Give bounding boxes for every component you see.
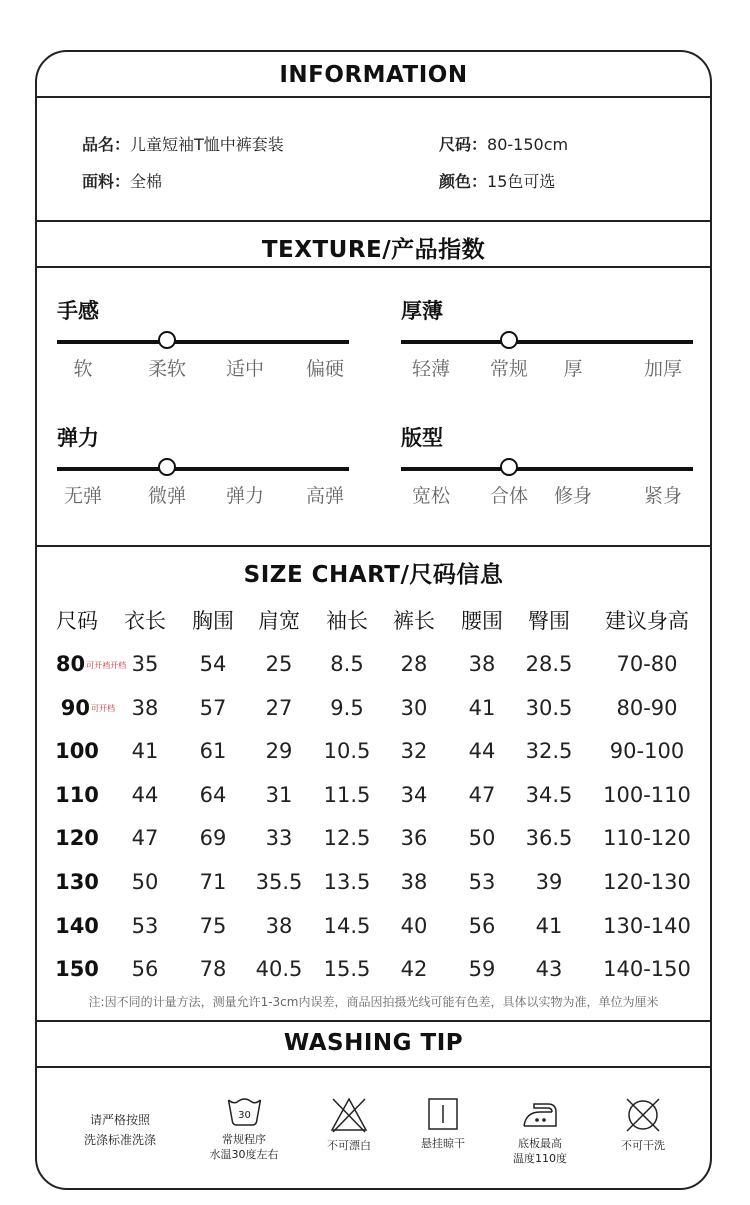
slider-knob <box>158 458 176 476</box>
divider <box>37 96 710 98</box>
divider <box>37 1020 710 1022</box>
cell-value: 32.5 <box>525 739 573 764</box>
wash-item-1-line2: 水温30度左右 <box>209 1148 279 1161</box>
table-cell <box>616 643 677 686</box>
table-cell <box>469 643 496 686</box>
table-cell <box>200 774 227 817</box>
slider-title: 厚薄 <box>401 299 443 323</box>
cell-value: 71 <box>199 870 227 894</box>
wash-temperature: 30 <box>237 1110 251 1121</box>
cell-value: 150 <box>55 957 99 982</box>
table-cell <box>469 730 496 773</box>
cell-value: 10.5 <box>323 739 371 764</box>
table-cell <box>401 687 428 730</box>
spec-card <box>35 50 712 1190</box>
cell-value: 13.5 <box>323 870 371 894</box>
table-cell <box>536 861 563 904</box>
cell-value: 69 <box>199 826 227 851</box>
divider <box>37 1066 710 1068</box>
divider <box>37 545 710 547</box>
cell-value: 70-80 <box>616 652 678 676</box>
table-cell <box>536 905 563 948</box>
size-chart-title: SIZE CHART/尺码信息 <box>243 562 504 588</box>
slider-2 <box>401 295 693 385</box>
cell-value: 120 <box>55 826 99 851</box>
slider-3 <box>57 422 349 512</box>
wash-item-1-line1: 常规程序 <box>222 1133 266 1146</box>
wash-item-5 <box>621 1096 665 1153</box>
table-cell <box>200 817 227 860</box>
table-cell <box>469 817 496 860</box>
slider-track <box>57 467 349 471</box>
product-name-row <box>82 132 284 155</box>
slider-label: 轻薄 <box>411 358 451 380</box>
header-cell: 肩宽 <box>258 609 300 633</box>
slider-label: 修身 <box>553 485 593 507</box>
table-cell <box>526 730 573 773</box>
cell-value: 47 <box>131 826 159 851</box>
table-cell <box>330 643 363 686</box>
no-bleach-icon <box>329 1096 369 1134</box>
cell-value: 57 <box>199 695 227 720</box>
slider-4 <box>401 422 693 512</box>
header-cell: 尺码 <box>56 609 98 633</box>
color-value: 15色可选 <box>487 172 556 191</box>
table-cell <box>324 817 371 860</box>
header-cell: 胸围 <box>192 609 234 633</box>
table-cell <box>132 948 159 991</box>
slider-label: 宽松 <box>411 485 451 507</box>
cell-value: 30.5 <box>525 695 573 720</box>
table-cell <box>526 774 573 817</box>
slider-title: 手感 <box>57 299 99 323</box>
size-cell <box>55 817 99 860</box>
header-cell: 袖长 <box>326 609 368 633</box>
cell-value: 25 <box>265 652 293 676</box>
table-cell <box>401 817 428 860</box>
size-cell <box>55 774 99 817</box>
table-row <box>37 817 710 860</box>
cell-value: 90-100 <box>609 739 685 764</box>
cell-value: 140-150 <box>603 957 691 982</box>
table-row <box>37 643 710 686</box>
cell-value: 28.5 <box>525 652 573 676</box>
cell-value: 90 <box>60 695 90 720</box>
cell-value: 41 <box>468 695 496 720</box>
slider-label: 高弹 <box>305 485 345 507</box>
open-crotch-tag: 可开裆开档 <box>86 660 127 670</box>
wash-item-4-line2: 温度110度 <box>513 1152 567 1165</box>
cell-value: 47 <box>468 782 496 807</box>
fabric-label: 面料： <box>82 172 131 191</box>
cell-value: 38 <box>265 913 293 938</box>
header-cell: 腰围 <box>461 609 503 633</box>
cell-value: 41 <box>535 913 563 938</box>
table-header <box>37 600 710 643</box>
table-cell <box>200 905 227 948</box>
cell-value: 34 <box>400 782 428 807</box>
cell-value: 33 <box>265 826 293 851</box>
slider-title: 弹力 <box>57 426 99 450</box>
slider-1 <box>57 295 349 385</box>
cell-value: 140 <box>55 913 99 938</box>
cell-value: 42 <box>400 957 428 982</box>
slider-label: 微弹 <box>147 485 187 507</box>
table-cell <box>256 948 303 991</box>
table-cell <box>324 948 371 991</box>
fabric-row <box>82 169 162 192</box>
cell-value: 53 <box>468 870 496 894</box>
slider-label: 合体 <box>489 485 529 507</box>
cell-value: 39 <box>535 870 563 894</box>
texture-title: TEXTURE/产品指数 <box>261 237 486 263</box>
cell-value: 120-130 <box>603 870 691 894</box>
wash-item-2-line1: 不可漂白 <box>327 1139 371 1152</box>
cell-value: 110 <box>55 782 99 807</box>
table-cell <box>200 948 227 991</box>
cell-value: 44 <box>468 739 496 764</box>
wash-item-1 <box>210 1096 279 1162</box>
table-cell <box>324 905 371 948</box>
slider-label: 软 <box>73 358 93 380</box>
cell-value: 40.5 <box>255 957 303 982</box>
cell-value: 34.5 <box>525 782 573 807</box>
table-cell <box>526 817 573 860</box>
slider-knob <box>500 331 518 349</box>
table-cell <box>266 774 293 817</box>
cell-value: 41 <box>131 739 159 764</box>
table-row <box>37 861 710 904</box>
cell-value: 50 <box>131 870 159 894</box>
table-cell <box>132 817 159 860</box>
cell-value: 15.5 <box>323 957 371 982</box>
product-name-label: 品名： <box>82 135 131 154</box>
table-cell <box>616 687 677 730</box>
slider-label: 加厚 <box>643 358 683 380</box>
table-cell <box>401 774 428 817</box>
wash-item-3-line1: 悬挂晾干 <box>421 1137 465 1150</box>
table-cell <box>603 774 691 817</box>
fabric-value: 全棉 <box>130 172 163 191</box>
measurement-note: 注:因不同的计量方法，测量允许1-3cm内误差，商品因拍摄光线可能有色差，具体以实物为准，单位为厘米 <box>88 995 659 1009</box>
cell-value: 56 <box>468 913 496 938</box>
cell-value: 56 <box>131 957 159 982</box>
wash-item-4 <box>513 1096 567 1166</box>
table-row <box>37 905 710 948</box>
size-cell <box>55 948 99 991</box>
table-cell <box>132 774 159 817</box>
divider <box>37 220 710 222</box>
cell-value: 38 <box>131 695 159 720</box>
no-dry-clean-icon <box>623 1096 663 1134</box>
cell-value: 130-140 <box>603 913 691 938</box>
table-cell <box>200 687 227 730</box>
cell-value: 28 <box>400 652 428 676</box>
wash-item-3 <box>421 1096 465 1151</box>
cell-value: 38 <box>400 870 428 894</box>
cell-value: 54 <box>199 652 227 676</box>
slider-label: 弹力 <box>225 485 265 507</box>
size-cell <box>61 687 115 730</box>
slider-knob <box>158 331 176 349</box>
table-cell <box>200 861 227 904</box>
table-cell <box>526 687 573 730</box>
cell-value: 30 <box>400 695 428 720</box>
cell-value: 130 <box>55 870 99 894</box>
header-cell: 衣长 <box>124 609 166 633</box>
size-cell <box>55 905 99 948</box>
table-cell <box>132 687 159 730</box>
cell-value: 80-90 <box>616 695 678 720</box>
table-cell <box>603 905 691 948</box>
table-cell <box>266 817 293 860</box>
table-cell <box>200 643 227 686</box>
table-cell <box>401 948 428 991</box>
table-cell <box>324 861 371 904</box>
table-cell <box>266 730 293 773</box>
iron-medium-icon <box>520 1096 560 1132</box>
slider-track <box>57 340 349 344</box>
table-cell <box>469 774 496 817</box>
table-cell <box>526 643 573 686</box>
divider <box>37 266 710 268</box>
cell-value: 75 <box>199 913 227 938</box>
cell-value: 36 <box>400 826 428 851</box>
cell-value: 35 <box>131 652 159 676</box>
table-cell <box>324 774 371 817</box>
size-range-row <box>439 132 568 155</box>
wash-item-2 <box>327 1096 371 1153</box>
cell-value: 59 <box>468 957 496 982</box>
size-range-value: 80-150cm <box>487 135 569 154</box>
table-row <box>37 948 710 991</box>
table-cell <box>401 730 428 773</box>
table-cell <box>401 905 428 948</box>
washing-lead-line2: 洗涤标准洗涤 <box>83 1133 156 1147</box>
header-cell: 臀围 <box>528 609 570 633</box>
cell-value: 43 <box>535 957 563 982</box>
table-row <box>37 730 710 773</box>
table-cell <box>469 948 496 991</box>
slider-track <box>401 467 693 471</box>
table-cell <box>330 687 363 730</box>
table-row <box>37 687 710 730</box>
cell-value: 40 <box>400 913 428 938</box>
cell-value: 29 <box>265 739 293 764</box>
table-cell <box>603 948 691 991</box>
color-label: 颜色： <box>439 172 488 191</box>
cell-value: 110-120 <box>603 826 691 851</box>
cell-value: 31 <box>265 782 293 807</box>
table-row <box>37 774 710 817</box>
table-cell <box>469 861 496 904</box>
hang-dry-icon <box>426 1096 460 1132</box>
table-cell <box>266 687 293 730</box>
cell-value: 78 <box>199 957 227 982</box>
table-cell <box>266 643 293 686</box>
wash-tub-30-icon <box>226 1096 262 1128</box>
table-cell <box>603 817 691 860</box>
table-cell <box>132 730 159 773</box>
cell-value: 27 <box>265 695 293 720</box>
slider-label: 常规 <box>489 358 529 380</box>
wash-item-5-line1: 不可干洗 <box>621 1139 665 1152</box>
cell-value: 44 <box>131 782 159 807</box>
cell-value: 50 <box>468 826 496 851</box>
slider-label: 无弹 <box>63 485 103 507</box>
slider-knob <box>500 458 518 476</box>
information-title: INFORMATION <box>279 62 468 88</box>
product-name-value: 儿童短袖T恤中裤套装 <box>130 135 284 154</box>
cell-value: 100 <box>55 739 99 764</box>
slider-label: 厚 <box>563 358 583 380</box>
wash-item-4-line1: 底板最高 <box>518 1137 562 1150</box>
slider-label: 柔软 <box>147 358 187 380</box>
table-cell <box>536 948 563 991</box>
table-cell <box>132 861 159 904</box>
cell-value: 8.5 <box>330 652 364 676</box>
size-cell <box>55 730 99 773</box>
slider-label: 紧身 <box>643 485 683 507</box>
table-cell <box>401 643 428 686</box>
header-cell: 建议身高 <box>605 609 689 633</box>
table-cell <box>469 905 496 948</box>
table-cell <box>132 905 159 948</box>
washing-lead-line1: 请严格按照 <box>89 1113 150 1127</box>
table-cell <box>132 643 159 686</box>
table-cell <box>603 861 691 904</box>
table-cell <box>401 861 428 904</box>
color-row <box>439 169 555 192</box>
table-cell <box>469 687 496 730</box>
table-cell <box>610 730 684 773</box>
cell-value: 32 <box>400 739 428 764</box>
table-cell <box>266 905 293 948</box>
header-cell: 裤长 <box>393 609 435 633</box>
size-range-label: 尺码： <box>439 135 488 154</box>
size-cell <box>55 861 99 904</box>
size-cell <box>56 643 126 686</box>
washing-lead <box>75 1110 165 1150</box>
table-cell <box>200 730 227 773</box>
table-cell <box>324 730 371 773</box>
cell-value: 100-110 <box>603 782 691 807</box>
cell-value: 53 <box>131 913 159 938</box>
slider-track <box>401 340 693 344</box>
cell-value: 38 <box>468 652 496 676</box>
cell-value: 11.5 <box>323 782 371 807</box>
cell-value: 9.5 <box>330 695 364 720</box>
cell-value: 61 <box>199 739 227 764</box>
cell-value: 12.5 <box>323 826 371 851</box>
slider-title: 版型 <box>401 426 443 450</box>
washing-title: WASHING TIP <box>283 1030 464 1056</box>
cell-value: 80 <box>55 652 86 676</box>
cell-value: 64 <box>199 782 227 807</box>
open-crotch-tag: 可开档 <box>90 704 115 714</box>
slider-label: 适中 <box>225 358 265 380</box>
slider-label: 偏硬 <box>305 358 345 380</box>
cell-value: 14.5 <box>323 913 371 938</box>
table-cell <box>256 861 303 904</box>
cell-value: 36.5 <box>525 826 573 851</box>
cell-value: 35.5 <box>255 870 303 894</box>
